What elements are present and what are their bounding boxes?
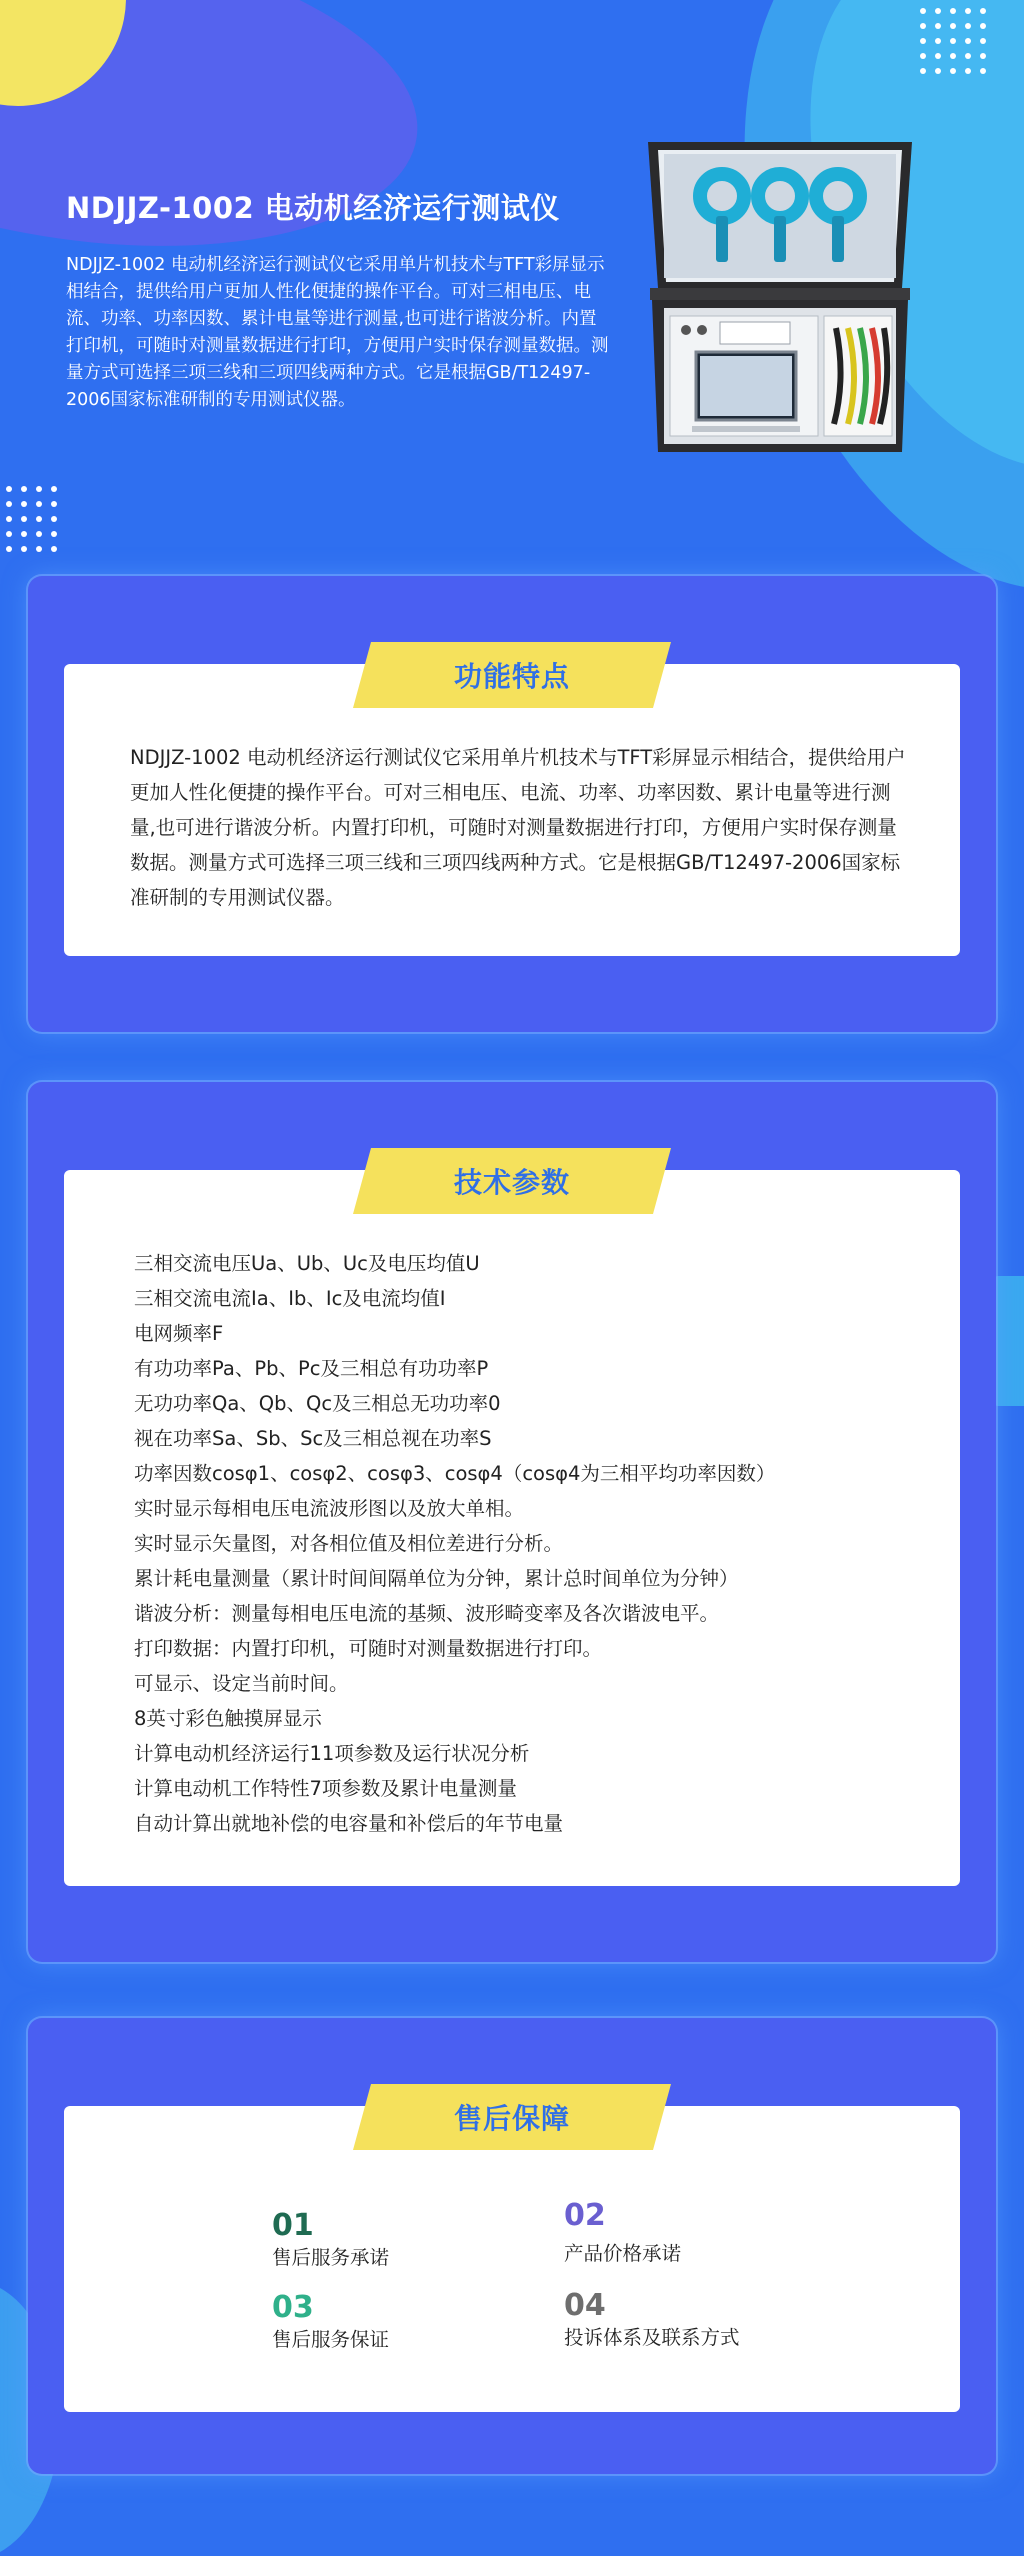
hero-description: NDJJZ-1002 电动机经济运行测试仪它采用单片机技术与TFT彩屏显示相结合，提供给用户更加人性化便捷的操作平台。可对三相电压、电流、功率、功率因数、累计电量等进行测量,也可进行谐波分析。内置打印机，可随时对测量数据进行打印，方便用户实时保存测量数据。测量方式可选择三项三线和三项四线两种方式。它是根据GB/T12497-2006国家标准研制的专用测试仪器。 bbox=[66, 255, 609, 410]
service-item-04 bbox=[564, 2288, 740, 2352]
service-number: 04 bbox=[564, 2288, 606, 2323]
service-item-01 bbox=[272, 2208, 389, 2272]
service-title-badge bbox=[353, 2084, 671, 2150]
spec-item: 实时显示矢量图，对各相位值及相位差进行分析。 bbox=[134, 1532, 564, 1555]
features-title-badge bbox=[353, 642, 671, 708]
side-tab-shape bbox=[994, 1276, 1024, 1406]
page-title: NDJJZ-1002 电动机经济运行测试仪 bbox=[66, 191, 560, 225]
service-number: 02 bbox=[564, 2198, 606, 2233]
spec-item: 有功功率Pa、Pb、Pc及三相总有功功率P bbox=[134, 1357, 489, 1380]
features-body: NDJJZ-1002 电动机经济运行测试仪它采用单片机技术与TFT彩屏显示相结合，提供给用户更加人性化便捷的操作平台。可对三相电压、电流、功率、功率因数、累计电量等进行测量,也可进行谐波分析。内置打印机，可随时对测量数据进行打印，方便用户实时保存测量数据。测量方式可选择三项三线和三项四线两种方式。它是根据GB/T12497-2006国家标准研制的专用测试仪器。 bbox=[130, 746, 906, 909]
spec-item: 打印数据：内置打印机，可随时对测量数据进行打印。 bbox=[134, 1637, 603, 1660]
service-item-03 bbox=[272, 2290, 389, 2354]
features-title: 功能特点 bbox=[453, 660, 570, 693]
spec-item: 可显示、设定当前时间。 bbox=[134, 1672, 349, 1695]
spec-item: 计算电动机工作特性7项参数及累计电量测量 bbox=[134, 1777, 517, 1800]
spec-list bbox=[134, 1246, 934, 1841]
specs-title-badge bbox=[353, 1148, 671, 1214]
spec-item: 计算电动机经济运行11项参数及运行状况分析 bbox=[134, 1742, 530, 1765]
features-panel bbox=[28, 576, 996, 1032]
spec-item: 三相交流电流Ia、Ib、Ic及电流均值I bbox=[134, 1287, 446, 1310]
service-item-02 bbox=[564, 2198, 681, 2268]
service-label: 产品价格承诺 bbox=[564, 2242, 682, 2265]
service-label: 售后服务保证 bbox=[272, 2328, 390, 2351]
tester-case-image bbox=[640, 138, 920, 466]
specs-panel bbox=[28, 1082, 996, 1962]
dots-decoration bbox=[6, 486, 57, 552]
specs-title: 技术参数 bbox=[453, 1166, 570, 1199]
specs-card bbox=[64, 1170, 960, 1886]
service-title: 售后保障 bbox=[453, 2102, 570, 2135]
spec-item: 功率因数cosφ1、cosφ2、cosφ3、cosφ4（cosφ4为三相平均功率因数） bbox=[134, 1462, 776, 1485]
service-label: 售后服务承诺 bbox=[272, 2246, 390, 2269]
spec-item: 电网频率F bbox=[134, 1322, 224, 1345]
spec-item: 累计耗电量测量（累计时间间隔单位为分钟，累计总时间单位为分钟） bbox=[134, 1567, 739, 1590]
spec-item: 三相交流电压Ua、Ub、Uc及电压均值U bbox=[134, 1252, 480, 1275]
spec-item: 谐波分析：测量每相电压电流的基频、波形畸变率及各次谐波电平。 bbox=[134, 1602, 720, 1625]
spec-item: 8英寸彩色触摸屏显示 bbox=[134, 1707, 322, 1730]
service-number: 01 bbox=[272, 2208, 314, 2243]
spec-item: 自动计算出就地补偿的电容量和补偿后的年节电量 bbox=[134, 1812, 564, 1835]
spec-item: 无功功率Qa、Qb、Qc及三相总无功功率0 bbox=[134, 1392, 501, 1415]
service-card bbox=[64, 2106, 960, 2412]
spec-item: 实时显示每相电压电流波形图以及放大单相。 bbox=[134, 1497, 525, 1520]
service-label: 投诉体系及联系方式 bbox=[564, 2326, 740, 2349]
dots-decoration bbox=[920, 8, 986, 74]
spec-item: 视在功率Sa、Sb、Sc及三相总视在功率S bbox=[134, 1427, 492, 1450]
service-panel bbox=[28, 2018, 996, 2474]
product-image bbox=[640, 138, 920, 466]
service-number: 03 bbox=[272, 2290, 314, 2325]
